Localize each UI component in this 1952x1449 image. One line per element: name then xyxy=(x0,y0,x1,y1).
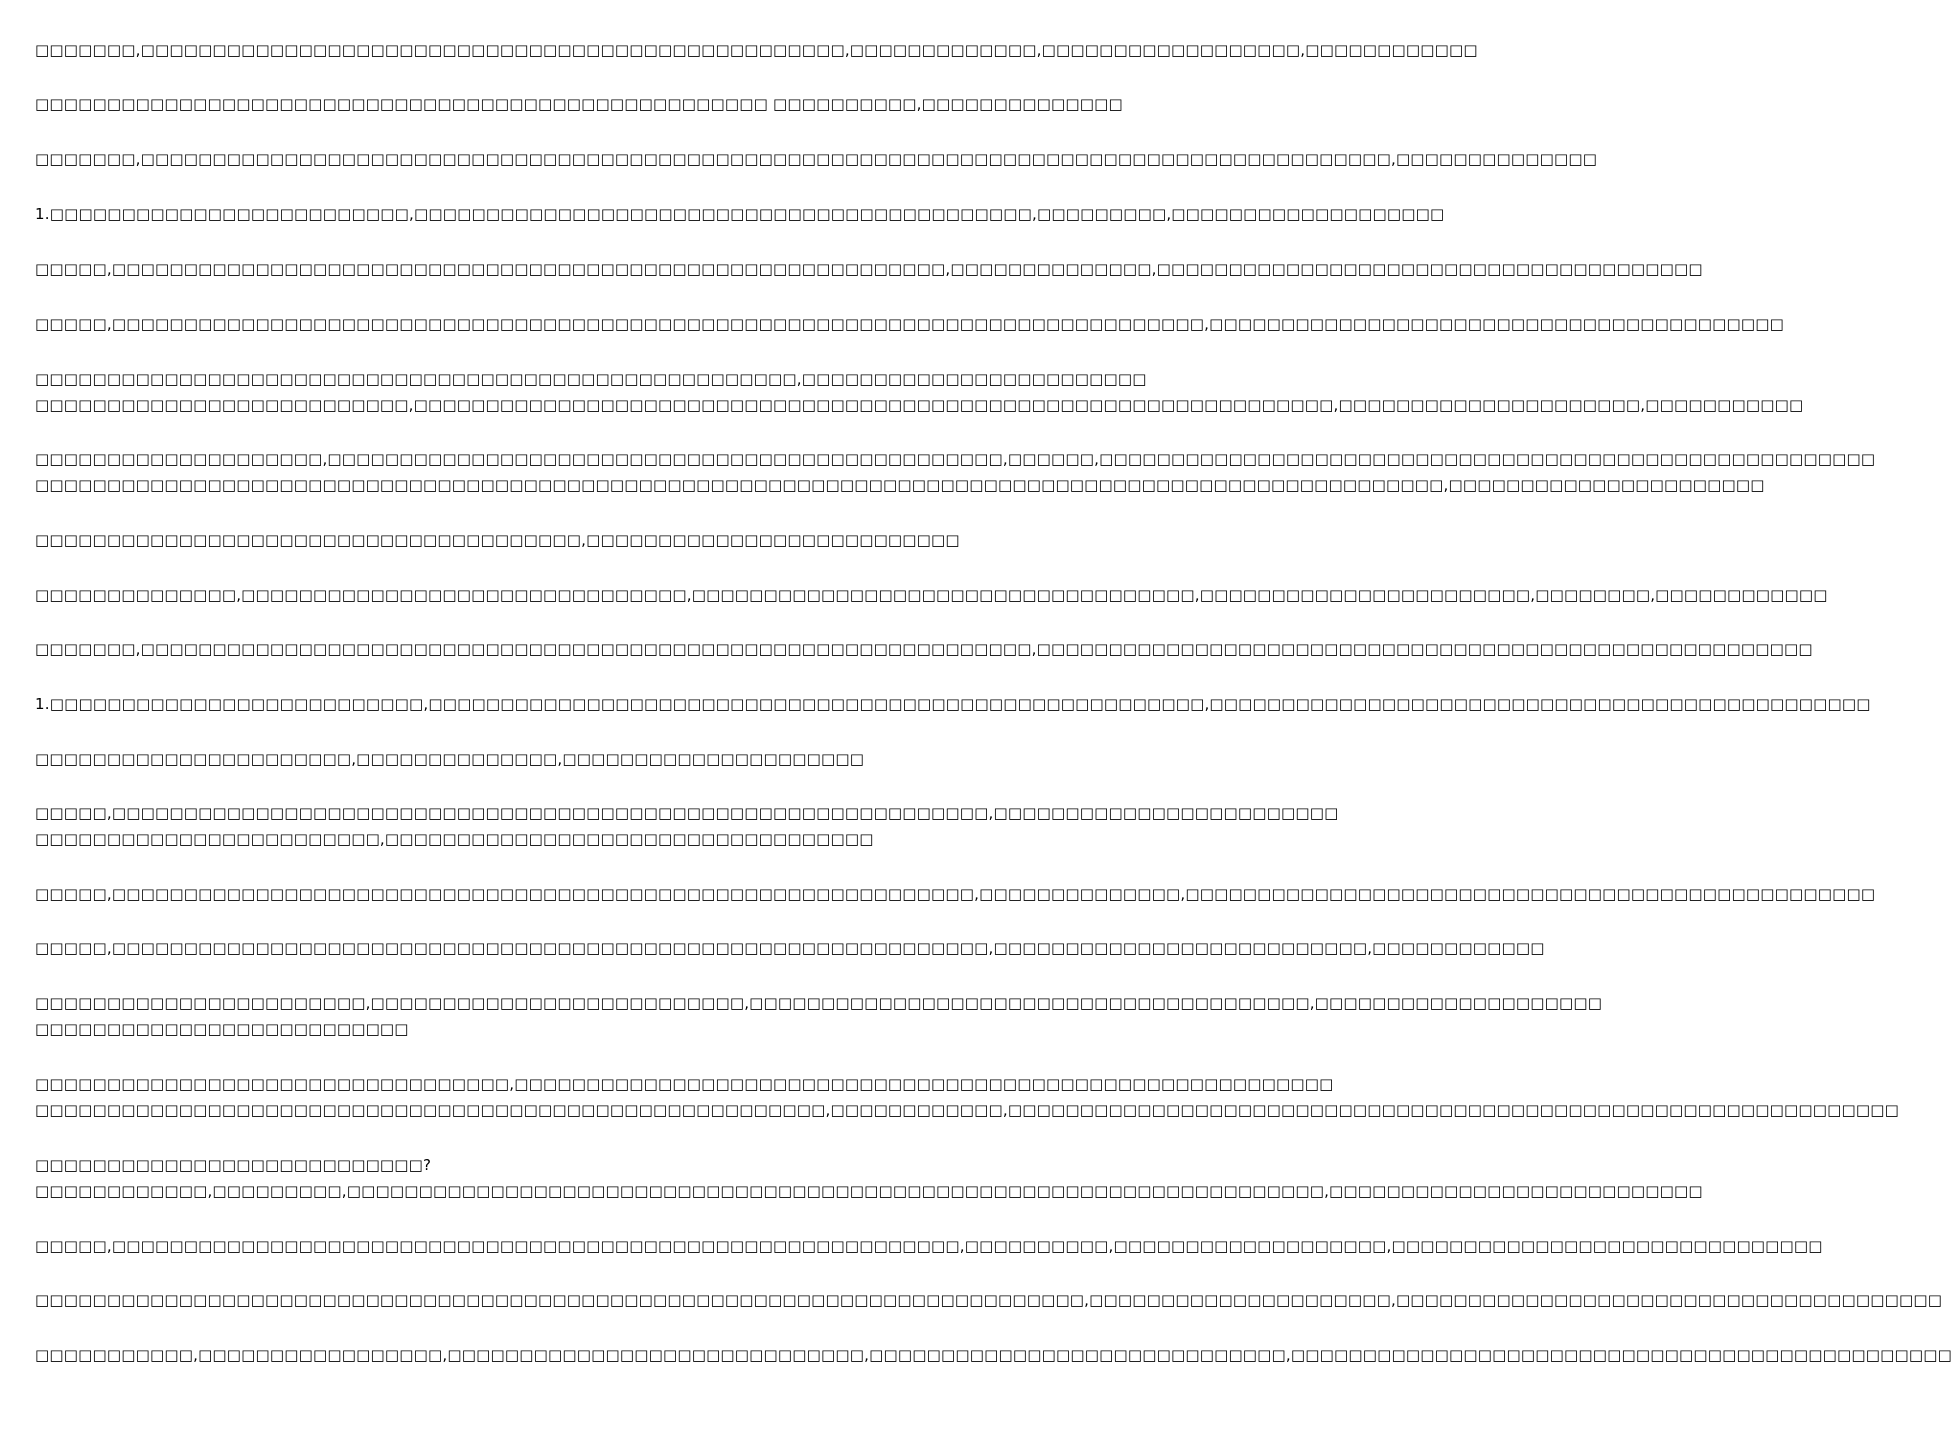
paragraph-18-line-2: □□□□□□□□□□□□□□□□□□□□□□□□□□□□□□□□□□□□□□□□□□□□□□□□□□□□□□□,□□□□□□□□□□□□,□□□□□□□□□□□□□□□□□□□□□□□□□□□□□□□□□□□□□□□□□□□□□□□□□□□□□□□□□□□□□□ xyxy=(35,1101,1899,1119)
paragraph-9: □□□□□□□□□□□□□□□□□□□□□□□□□□□□□□□□□□□□□□,□□□□□□□□□□□□□□□□□□□□□□□□□□ xyxy=(35,531,960,549)
paragraph-14-line-1: □□□□□,□□□□□□□□□□□□□□□□□□□□□□□□□□□□□□□□□□□□□□□□□□□□□□□□□□□□□□□□□□□□□,□□□□□□□□□□□□□□□□□□□□□□□□ xyxy=(35,804,1339,822)
paragraph-13: □□□□□□□□□□□□□□□□□□□□□□,□□□□□□□□□□□□□□,□□□□□□□□□□□□□□□□□□□□□ xyxy=(35,750,865,768)
paragraph-8-line-1: □□□□□□□□□□□□□□□□□□□□,□□□□□□□□□□□□□□□□□□□□□□□□□□□□□□□□□□□□□□□□□□□□□□□,□□□□□□,□□□□□□□□□□□□□□□□□□□□□□□□□□□□□□□□□□□□□□□□□□□□□□□□□□□□□□ xyxy=(35,450,1876,468)
paragraph-12: 1.□□□□□□□□□□□□□□□□□□□□□□□□□□,□□□□□□□□□□□□□□□□□□□□□□□□□□□□□□□□□□□□□□□□□□□□□□□□□□□□□□,□□□□□□□□□□□□□□□□□□□□□□□□□□□□□□□□□□□□□□□□□□□□□□ xyxy=(35,695,1871,713)
paragraph-8-line-2: □□□□□□□□□□□□□□□□□□□□□□□□□□□□□□□□□□□□□□□□□□□□□□□□□□□□□□□□□□□□□□□□□□□□□□□□□□□□□□□□□□□□□□□□□□□□□□□□□□,□□□□□□□□□□□□□□□□□□□□□□ xyxy=(35,476,1765,494)
paragraph-2: □□□□□□□□□□□□□□□□□□□□□□□□□□□□□□□□□□□□□□□□□□□□□□□□□□□ □□□□□□□□□□,□□□□□□□□□□□□□□ xyxy=(35,95,1123,113)
paragraph-20: □□□□□,□□□□□□□□□□□□□□□□□□□□□□□□□□□□□□□□□□□□□□□□□□□□□□□□□□□□□□□□□□□,□□□□□□□□□□,□□□□□□□□□□□□□□□□□□□,□□□□□□□□□□□□□□□□□□□□□□□□□□□□□□ xyxy=(35,1237,1823,1255)
paragraph-5: □□□□□,□□□□□□□□□□□□□□□□□□□□□□□□□□□□□□□□□□□□□□□□□□□□□□□□□□□□□□□□□□,□□□□□□□□□□□□□□,□□□□□□□□□□□□□□□□□□□□□□□□□□□□□□□□□□□□□□ xyxy=(35,260,1703,278)
paragraph-15: □□□□□,□□□□□□□□□□□□□□□□□□□□□□□□□□□□□□□□□□□□□□□□□□□□□□□□□□□□□□□□□□□□,□□□□□□□□□□□□□□,□□□□□□□□□□□□□□□□□□□□□□□□□□□□□□□□□□□□□□□□□□□□□□□□ xyxy=(35,885,1876,903)
paragraph-14-line-2: □□□□□□□□□□□□□□□□□□□□□□□□,□□□□□□□□□□□□□□□□□□□□□□□□□□□□□□□□□□ xyxy=(35,830,874,848)
paragraph-19-line-2: □□□□□□□□□□□□,□□□□□□□□□,□□□□□□□□□□□□□□□□□□□□□□□□□□□□□□□□□□□□□□□□□□□□□□□□□□□□□□□□□□□□□□□□□□□□,□□□□□□□□□□□□□□□□□□□□□□□□□□ xyxy=(35,1182,1703,1200)
paragraph-7-line-2: □□□□□□□□□□□□□□□□□□□□□□□□□□,□□□□□□□□□□□□□□□□□□□□□□□□□□□□□□□□□□□□□□□□□□□□□□□□□□□□□□□□□□□□□□□□,□□□□□□□□□□□□□□□□□□□□□,□□□□□□□□□□□ xyxy=(35,396,1804,414)
paragraph-7-line-1: □□□□□□□□□□□□□□□□□□□□□□□□□□□□□□□□□□□□□□□□□□□□□□□□□□□□□,□□□□□□□□□□□□□□□□□□□□□□□□ xyxy=(35,370,1147,388)
paragraph-17-line-1: □□□□□□□□□□□□□□□□□□□□□□□,□□□□□□□□□□□□□□□□□□□□□□□□□□,□□□□□□□□□□□□□□□□□□□□□□□□□□□□□□□□□□□□□□□,□□□□□□□□□□□□□□□□□□□□ xyxy=(35,994,1603,1012)
paragraph-11: □□□□□□□,□□□□□□□□□□□□□□□□□□□□□□□□□□□□□□□□□□□□□□□□□□□□□□□□□□□□□□□□□□□□□□,□□□□□□□□□□□□□□□□□□□□□□□□□□□□□□□□□□□□□□□□□□□□□□□□□□□□□□ xyxy=(35,640,1813,658)
paragraph-10: □□□□□□□□□□□□□□,□□□□□□□□□□□□□□□□□□□□□□□□□□□□□□□,□□□□□□□□□□□□□□□□□□□□□□□□□□□□□□□□□□□,□□□□□□□□□□□□□□□□□□□□□□□,□□□□□□□□,□□□□□□□□□□□□ xyxy=(35,586,1828,604)
paragraph-4: 1.□□□□□□□□□□□□□□□□□□□□□□□□□,□□□□□□□□□□□□□□□□□□□□□□□□□□□□□□□□□□□□□□□□□□□,□□□□□□□□□,□□□□□□□□□□□□□□□□□□□ xyxy=(35,205,1445,223)
paragraph-19-line-1: □□□□□□□□□□□□□□□□□□□□□□□□□□□? xyxy=(35,1156,432,1174)
paragraph-21: □□□□□□□□□□□□□□□□□□□□□□□□□□□□□□□□□□□□□□□□□□□□□□□□□□□□□□□□□□□□□□□□□□□□□□□□□,□□□□□□□□□□□□□□□□□□□□□,□□□□□□□□□□□□□□□□□□□□□□□□□□□□□□□□□□□□□□ xyxy=(35,1291,1943,1309)
paragraph-22: □□□□□□□□□□□,□□□□□□□□□□□□□□□□□,□□□□□□□□□□□□□□□□□□□□□□□□□□□□□,□□□□□□□□□□□□□□□□□□□□□□□□□□□□□,□□□□□□□□□□□□□□□□□□□□□□□□□□□□□□□□□□□□□□□□□□□□□□ xyxy=(35,1346,1952,1364)
paragraph-18-line-1: □□□□□□□□□□□□□□□□□□□□□□□□□□□□□□□□□,□□□□□□□□□□□□□□□□□□□□□□□□□□□□□□□□□□□□□□□□□□□□□□□□□□□□□□□□□ xyxy=(35,1075,1334,1093)
paragraph-1: □□□□□□□,□□□□□□□□□□□□□□□□□□□□□□□□□□□□□□□□□□□□□□□□□□□□□□□□□,□□□□□□□□□□□□□,□□□□□□□□□□□□□□□□□□,□□□□□□□□□□□□ xyxy=(35,41,1478,59)
paragraph-3: □□□□□□□,□□□□□□□□□□□□□□□□□□□□□□□□□□□□□□□□□□□□□□□□□□□□□□□□□□□□□□□□□□□□□□□□□□□□□□□□□□□□□□□□□□□□□□□,□□□□□□□□□□□□□□ xyxy=(35,150,1598,168)
paragraph-6: □□□□□,□□□□□□□□□□□□□□□□□□□□□□□□□□□□□□□□□□□□□□□□□□□□□□□□□□□□□□□□□□□□□□□□□□□□□□□□□□□□,□□□□□□□□□□□□□□□□□□□□□□□□□□□□□□□□□□□□□□□□ xyxy=(35,315,1784,333)
paragraph-17-line-2: □□□□□□□□□□□□□□□□□□□□□□□□□□ xyxy=(35,1020,409,1038)
paragraph-16: □□□□□,□□□□□□□□□□□□□□□□□□□□□□□□□□□□□□□□□□□□□□□□□□□□□□□□□□□□□□□□□□□□□,□□□□□□□□□□□□□□□□□□□□□□□□□□,□□□□□□□□□□□□ xyxy=(35,939,1545,957)
document-page xyxy=(35,0,1952,1449)
